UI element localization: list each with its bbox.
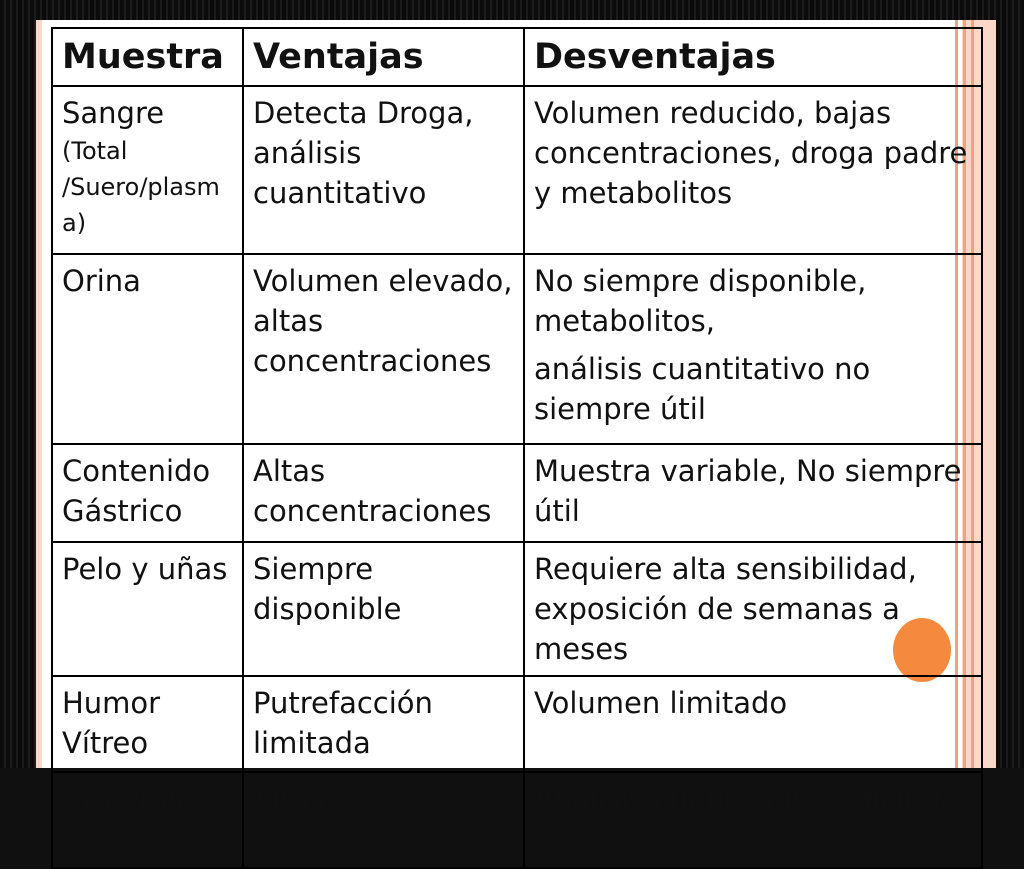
cell-ventajas: Altas concentraciones	[243, 444, 524, 542]
cell-ventajas: Altas	[243, 772, 524, 868]
sample-name: Sangre	[62, 96, 165, 130]
cell-muestra: Vísceras	[52, 772, 243, 868]
disadvantage-text: análisis cuantitativo no siempre útil	[534, 352, 871, 426]
table-row	[52, 254, 982, 444]
table-row	[52, 444, 982, 542]
header-ventajas: Ventajas	[243, 28, 524, 86]
cell-desventajas: Requiere alta sensibilidad, exposición de semanas a meses	[524, 542, 982, 676]
cell-muestra	[52, 86, 243, 254]
header-muestra: Muestra	[52, 28, 243, 86]
cell-desventajas	[524, 254, 982, 444]
cell-ventajas: Volumen elevado, altas concentraciones	[243, 254, 524, 444]
table-row	[52, 542, 982, 676]
table-row	[52, 772, 982, 868]
sample-subtype: (Total /Suero/plasm a)	[62, 137, 220, 237]
cell-muestra: Pelo y uñas	[52, 542, 243, 676]
table-row	[52, 676, 982, 772]
header-desventajas: Desventajas	[524, 28, 982, 86]
table-header-row	[52, 28, 982, 86]
cell-muestra: Humor Vítreo	[52, 676, 243, 772]
disadvantage-text: No siempre disponible, metabolitos,	[534, 264, 867, 338]
cell-desventajas: Muestra variable, No siempre útil	[524, 444, 982, 542]
comparison-table	[51, 27, 983, 869]
cell-ventajas: Detecta Droga, análisis cuantitativo	[243, 86, 524, 254]
table-row	[52, 86, 982, 254]
cell-desventajas: Volumen limitado	[524, 676, 982, 772]
cell-desventajas: Análisis cuantitativo difícil de	[524, 772, 982, 868]
cell-muestra: Contenido Gástrico	[52, 444, 243, 542]
cell-desventajas: Volumen reducido, bajas concentraciones, droga padre y metabolitos	[524, 86, 982, 254]
cell-ventajas: Siempre disponible	[243, 542, 524, 676]
cell-muestra: Orina	[52, 254, 243, 444]
cell-ventajas: Putrefacción limitada	[243, 676, 524, 772]
